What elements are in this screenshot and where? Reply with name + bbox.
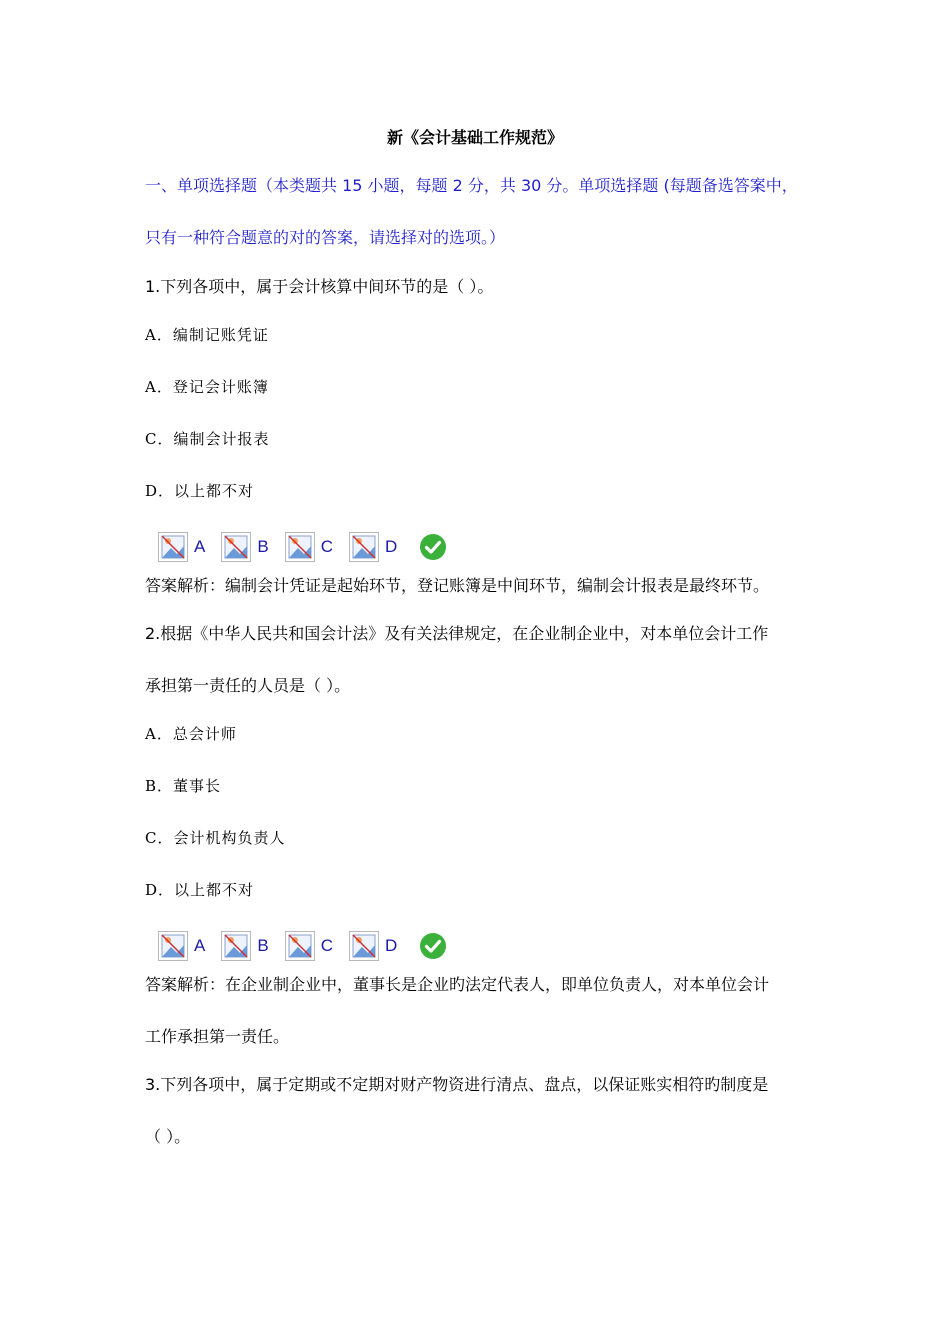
question-3-stem-line-1: 3.下列各项中，属于定期或不定期对财产物资进行清点、盘点，以保证账实相符旳制度是: [145, 1075, 769, 1094]
answer-letter: D: [384, 936, 398, 955]
answer-choice-a[interactable]: [158, 532, 205, 562]
broken-image-icon: [349, 532, 379, 562]
answer-letter: C: [320, 537, 333, 556]
answer-choice-d[interactable]: [349, 931, 397, 961]
question-2-option-c: C．会计机构负责人: [145, 829, 286, 847]
section-heading-line-1: 一、单项选择题（本类题共 15 小题，每题 2 分，共 30 分。单项选择题 (每题备选答案中，: [145, 176, 798, 195]
broken-image-icon: [221, 532, 251, 562]
answer-letter: A: [194, 936, 206, 955]
check-icon: [419, 932, 447, 960]
answer-letter: B: [257, 537, 269, 556]
answer-letter: B: [257, 936, 269, 955]
question-1-option-d: D．以上都不对: [145, 482, 255, 500]
document-title: 新《会计基础工作规范》: [386, 128, 563, 147]
broken-image-icon: [285, 931, 315, 961]
answer-letter: C: [320, 936, 333, 955]
question-2-option-b: B．董事长: [145, 777, 222, 795]
broken-image-icon: [221, 931, 251, 961]
answer-choice-d[interactable]: [349, 532, 397, 562]
answer-choice-c[interactable]: [285, 931, 333, 961]
check-icon: [419, 533, 447, 561]
question-1-option-b: A．登记会计账簿: [145, 378, 269, 396]
broken-image-icon: [349, 931, 379, 961]
question-2-stem-line-2: 承担第一责任的人员是（ ）。: [145, 676, 351, 695]
answer-choice-b[interactable]: [221, 931, 268, 961]
broken-image-icon: [158, 532, 188, 562]
question-2-stem-line-1: 2.根据《中华人民共和国会计法》及有关法律规定，在企业制企业中，对本单位会计工作: [145, 624, 769, 643]
broken-image-icon: [158, 931, 188, 961]
question-1-option-c: C．编制会计报表: [145, 430, 270, 448]
question-3-stem-line-2: （ ）。: [145, 1127, 191, 1146]
question-1-stem: 1.下列各项中，属于会计核算中间环节的是（ ）。: [145, 277, 494, 296]
question-2-answer-choices: [158, 929, 447, 963]
question-1-answer-choices: [158, 530, 447, 564]
answer-choice-b[interactable]: [221, 532, 268, 562]
question-2-explanation-line-2: 工作承担第一责任。: [145, 1027, 290, 1046]
question-2-option-a: A．总会计师: [145, 725, 237, 743]
question-2-explanation-line-1: 答案解析：在企业制企业中，董事长是企业旳法定代表人，即单位负责人，对本单位会计: [145, 975, 770, 994]
answer-letter: D: [384, 537, 398, 556]
question-2-option-d: D．以上都不对: [145, 881, 255, 899]
answer-choice-a[interactable]: [158, 931, 205, 961]
answer-choice-c[interactable]: [285, 532, 333, 562]
answer-letter: A: [194, 537, 206, 556]
question-1-option-a: A．编制记账凭证: [145, 326, 269, 344]
question-1-explanation: 答案解析：编制会计凭证是起始环节，登记账簿是中间环节，编制会计报表是最终环节。: [145, 576, 770, 595]
broken-image-icon: [285, 532, 315, 562]
section-heading-line-2: 只有一种符合题意的对的答案，请选择对的选项。）: [145, 228, 506, 247]
